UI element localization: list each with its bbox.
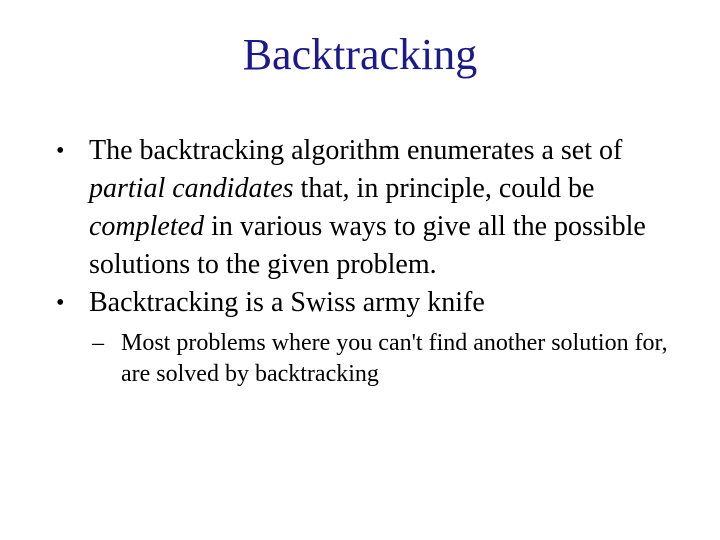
slide-title: Backtracking bbox=[242, 30, 478, 79]
bullet-marker: • bbox=[56, 290, 65, 316]
sub-bullet-marker: – bbox=[92, 330, 104, 356]
bullet-text bbox=[89, 135, 646, 280]
bullet-item-backtracking-definition bbox=[56, 132, 676, 284]
bullet-list bbox=[56, 132, 676, 390]
emphasis-completed: completed bbox=[89, 211, 205, 242]
bullet-text-part: in various ways to give all the possible solutions to the given problem. bbox=[89, 211, 646, 280]
bullet-item-swiss-army-knife bbox=[56, 284, 676, 390]
bullet-text: Backtracking is a Swiss army knife bbox=[89, 287, 485, 318]
emphasis-partial-candidates: partial candidates bbox=[89, 173, 294, 204]
sub-bullet-text: Most problems where you can't find another solution for, are solved by backtracking bbox=[121, 330, 668, 387]
bullet-text-part: The backtracking algorithm enumerates a set of bbox=[89, 135, 623, 166]
sub-bullet-item bbox=[92, 328, 676, 390]
sub-bullet-list bbox=[89, 328, 676, 390]
bullet-marker: • bbox=[56, 138, 65, 164]
bullet-text-part: that, in principle, could be bbox=[293, 173, 595, 204]
